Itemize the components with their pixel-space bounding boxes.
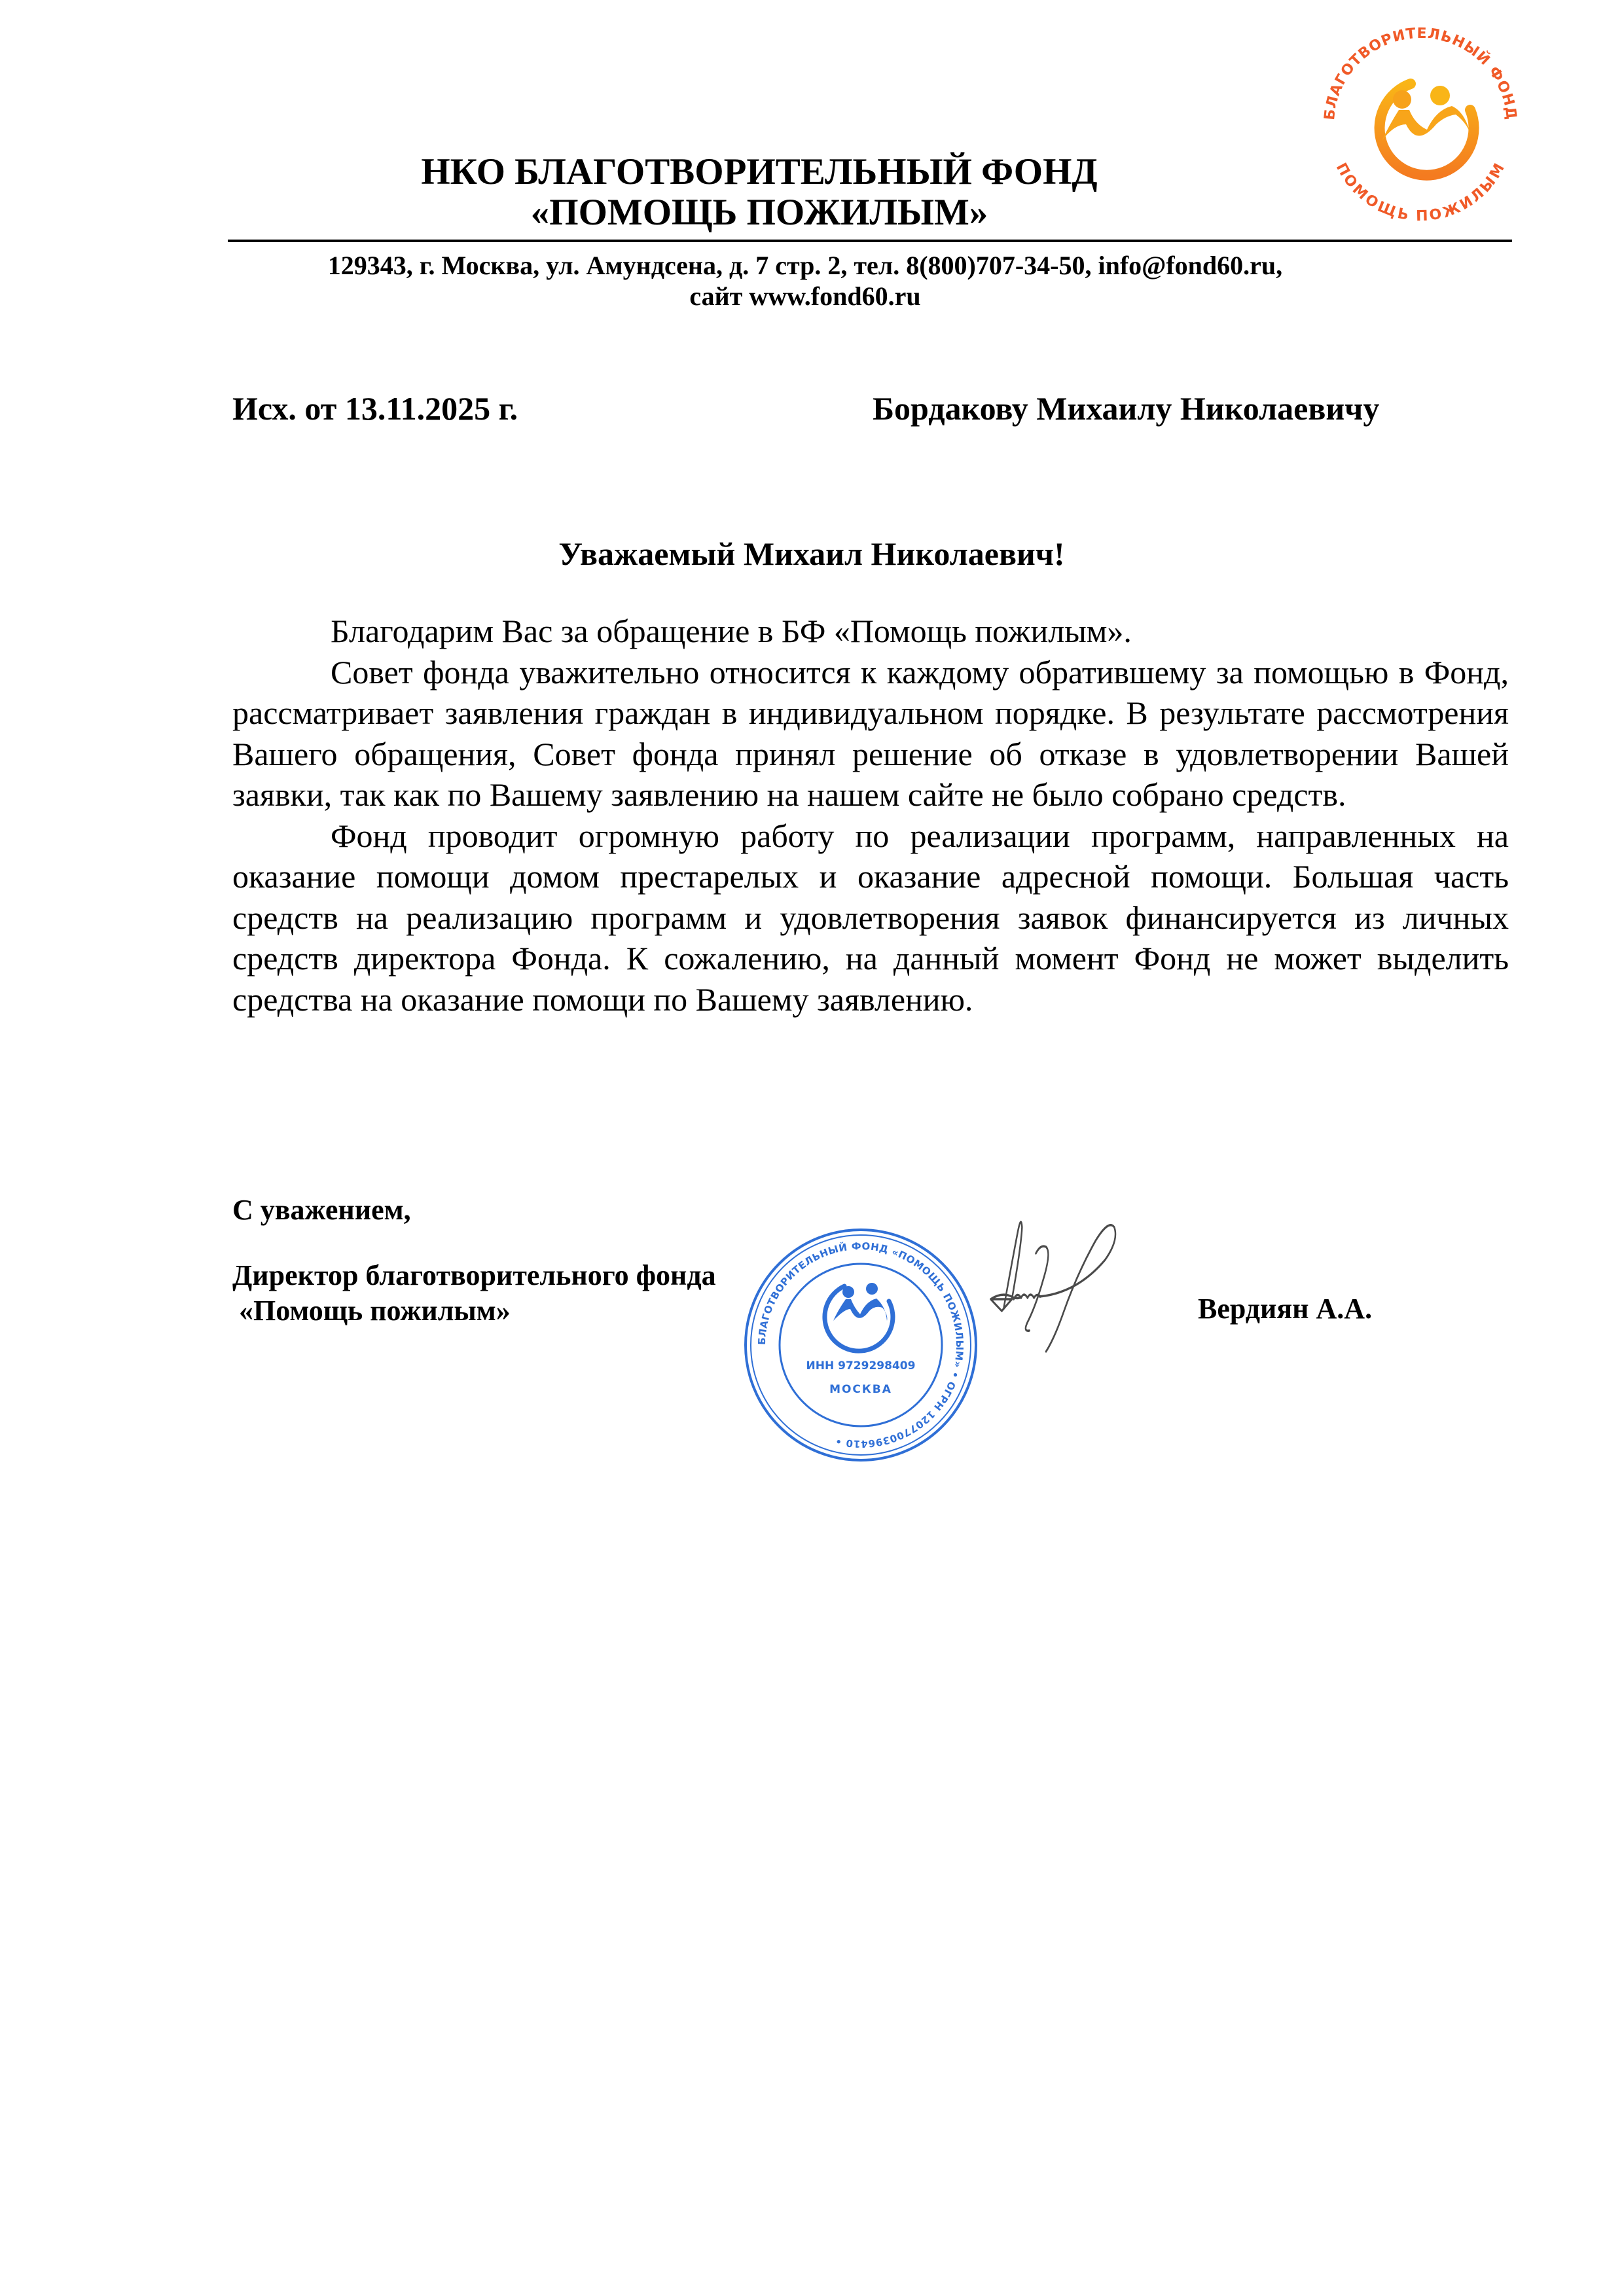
- signer-name: Вердиян А.А.: [1198, 1293, 1373, 1325]
- closing-regards: С уважением,: [232, 1194, 411, 1226]
- body-paragraph: Совет фонда уважительно относится к каждому обратившему за помощью в Фонд, рассматривает заявления граждан в индивидуальном порядке. В результате рассмотрения Вашего обращения, Совет фонда принял решение об отказе в удовлетворении Вашей заявки, так как по Вашему заявлению на нашем сайте не было собрано средств.: [232, 653, 1509, 813]
- charity-fund-logo-icon: [1316, 26, 1525, 236]
- letter-body: [232, 611, 1509, 1020]
- address-line2: сайт www.fond60.ru: [689, 281, 921, 311]
- svg-text:БЛАГОТВОРИТЕЛЬНЫЙ ФОНД «ПОМОЩЬ: [756, 1240, 965, 1450]
- body-paragraph: Благодарим Вас за обращение в БФ «Помощь пожилым».: [331, 613, 1132, 649]
- stamp-ring-text: БЛАГОТВОРИТЕЛЬНЫЙ ФОНД «ПОМОЩЬ ПОЖИЛЫМ» • ОГРН 1207700396410 •: [755, 1240, 966, 1450]
- stamp-inn: ИНН 9729298409: [806, 1359, 916, 1372]
- organization-address: [223, 250, 1388, 312]
- official-stamp-icon: [740, 1224, 982, 1466]
- outgoing-reference: Исх. от 13.11.2025 г.: [232, 390, 518, 427]
- body-paragraph: Фонд проводит огромную работу по реализации программ, направленных на оказание помощи домом престарелых и оказание адресной помощи. Большая часть средств на реализацию программ и удовлетворения заявок финансируется из личных средств директора Фонда. К сожалению, на данный момент Фонд не может выделить средства на оказание помощи по Вашему заявлению.: [232, 817, 1509, 1018]
- recipient-name: Бордакову Михаилу Николаевичу: [873, 390, 1380, 427]
- organization-title: [223, 152, 1296, 233]
- signer-position: [232, 1258, 730, 1329]
- signer-position-line1: Директор благотворительного фонда: [232, 1259, 716, 1291]
- logo-ring-text-top: БЛАГОТВОРИТЕЛЬНЫЙ ФОНД: [1321, 26, 1520, 121]
- stamp-city: МОСКВА: [829, 1383, 892, 1396]
- svg-text:БЛАГОТВОРИТЕЛЬНЫЙ ФОНД: [1322, 26, 1519, 121]
- logo-ring-text-bottom: ПОМОЩЬ ПОЖИЛЫМ: [1332, 160, 1509, 225]
- address-line1: 129343, г. Москва, ул. Амундсена, д. 7 стр. 2, тел. 8(800)707-34-50, info@fond60.ru,: [327, 251, 1283, 280]
- handwritten-signature-icon: [985, 1208, 1188, 1358]
- greeting: Уважаемый Михаил Николаевич!: [558, 535, 1065, 572]
- header-divider: [228, 240, 1512, 242]
- signer-position-line2: «Помощь пожилым»: [239, 1295, 511, 1327]
- organization-title-line2: «ПОМОЩЬ ПОЖИЛЫМ»: [530, 192, 988, 233]
- organization-title-line1: НКО БЛАГОТВОРИТЕЛЬНЫЙ ФОНД: [421, 151, 1098, 192]
